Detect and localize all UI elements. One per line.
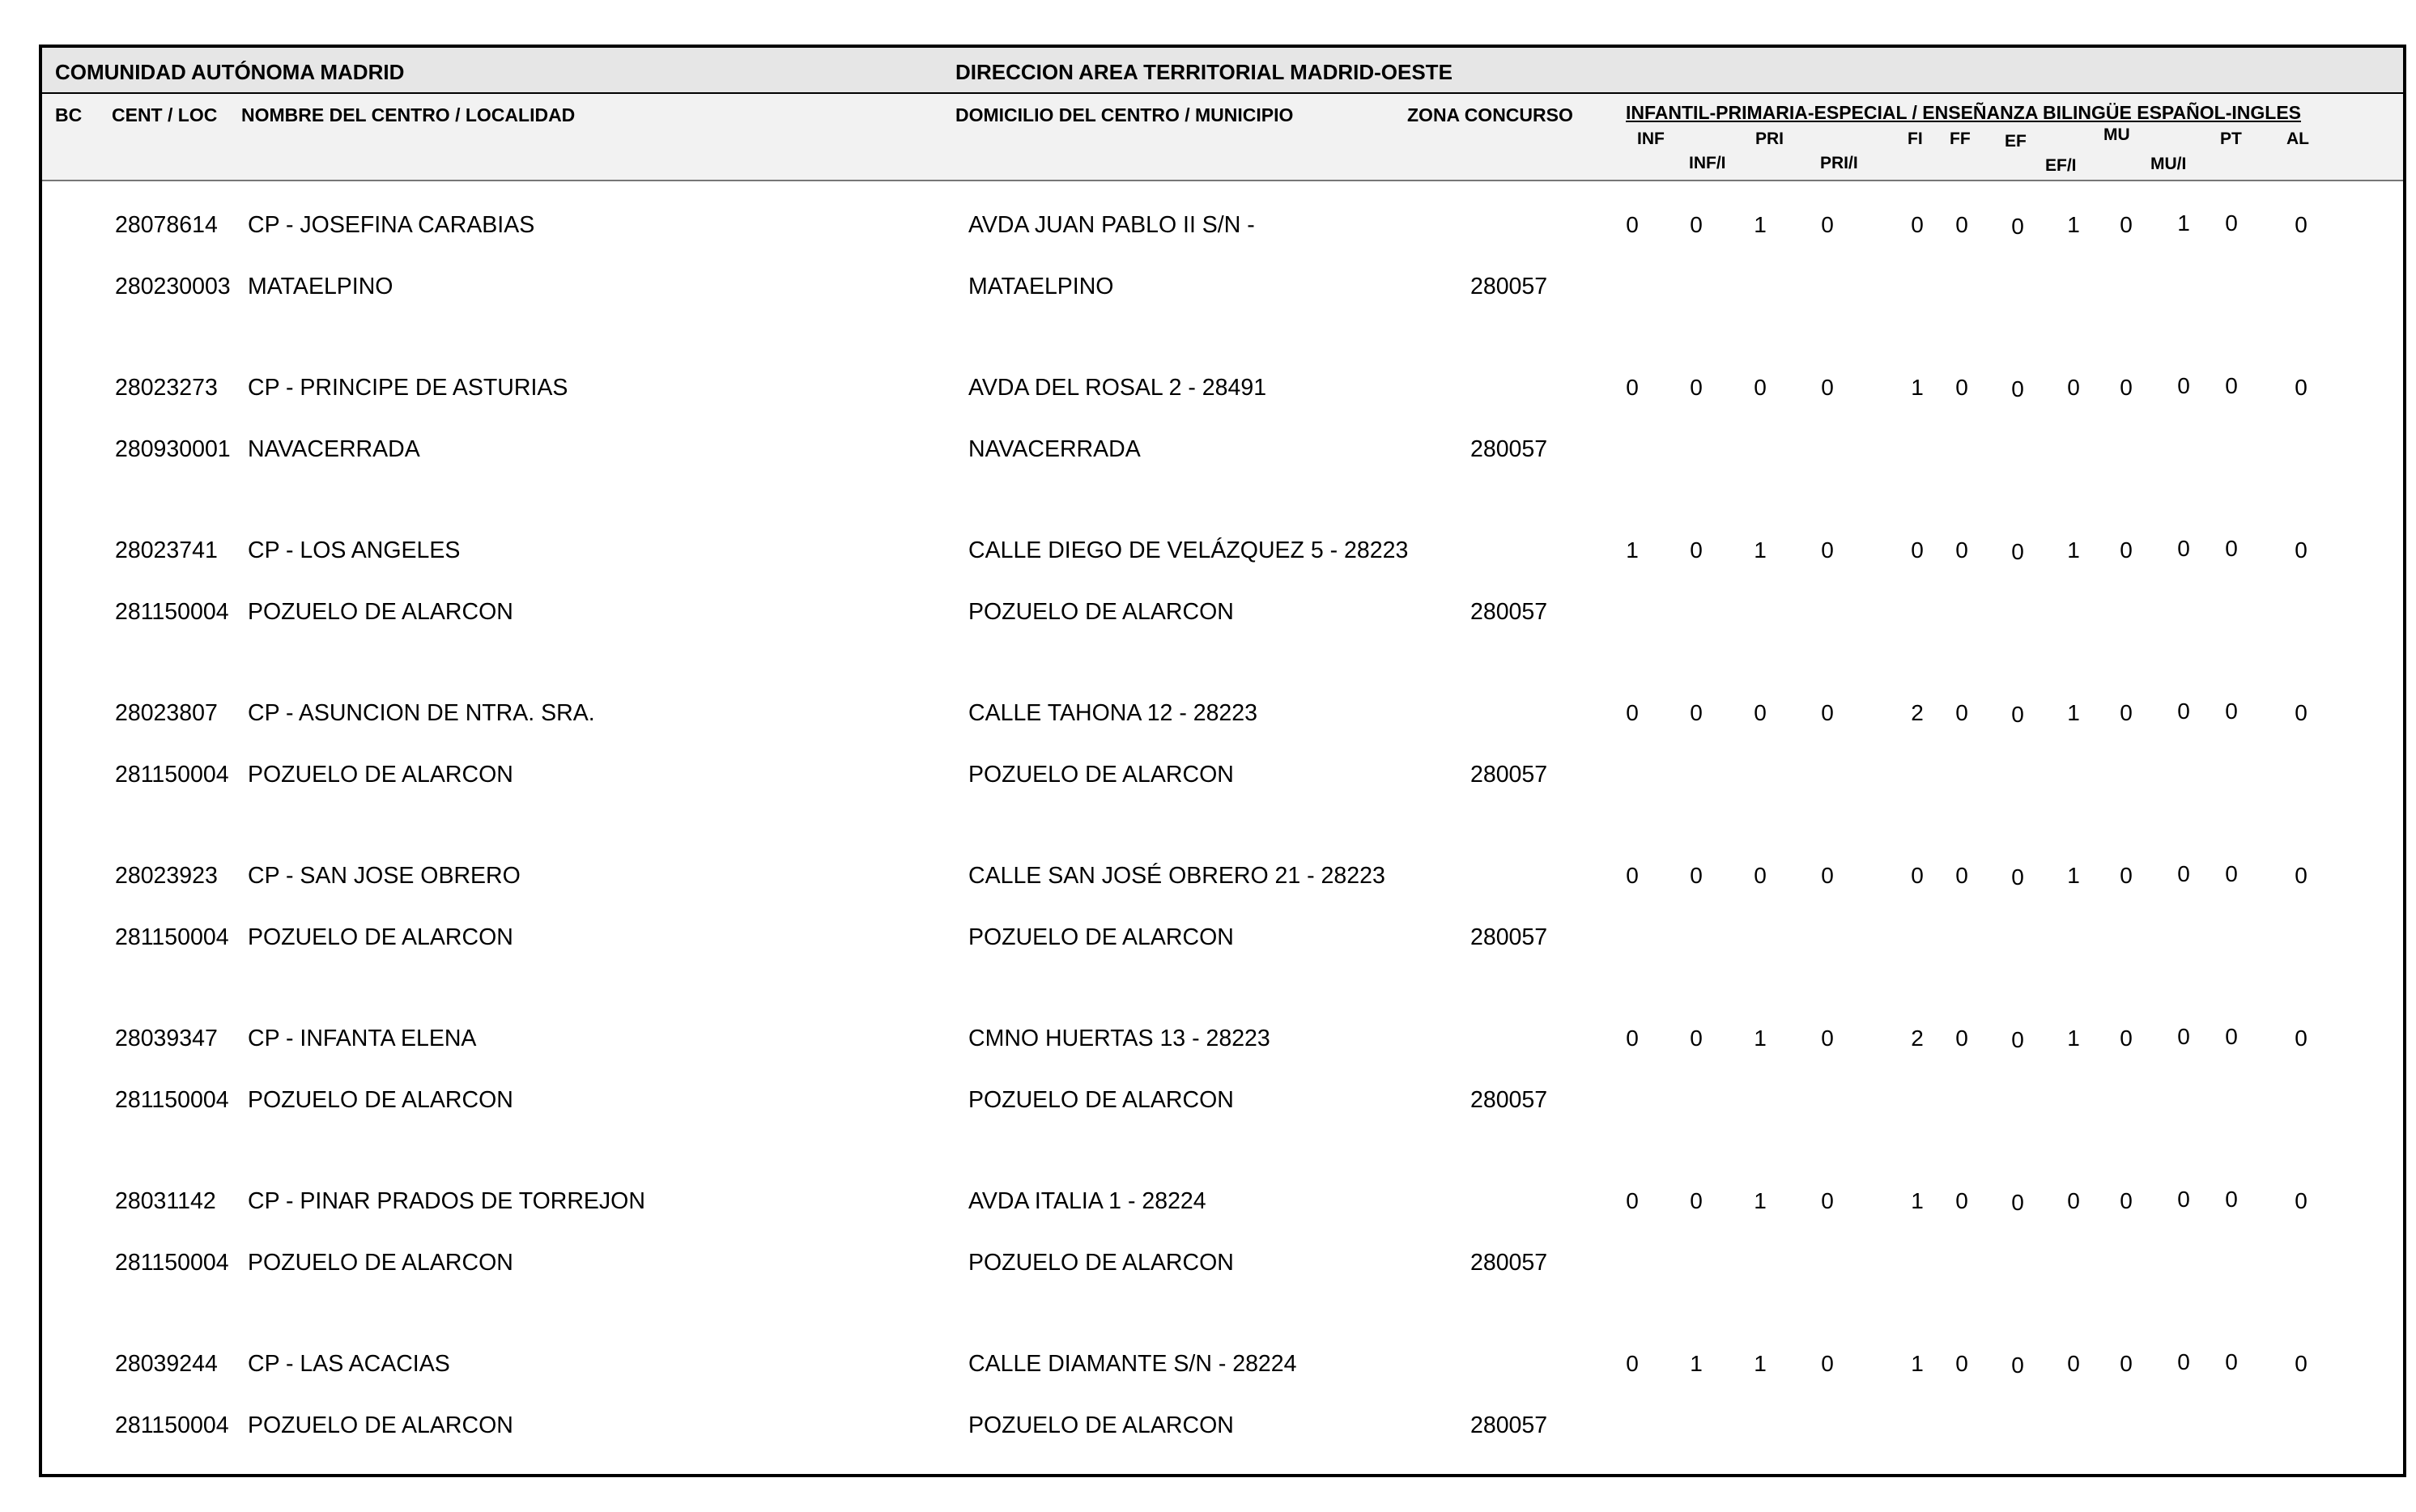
sub-inf-i: INF/I bbox=[1689, 154, 1726, 172]
locality-code: 281150004 bbox=[115, 924, 229, 950]
vacancy-value-pt: 0 bbox=[2225, 1349, 2238, 1374]
vacancy-value-pri-i: 0 bbox=[1821, 863, 1834, 888]
vacancy-value-ef-i: 1 bbox=[2067, 700, 2080, 725]
vacancy-value-mu-i: 0 bbox=[2177, 536, 2190, 561]
community-title: COMUNIDAD AUTÓNOMA MADRID bbox=[55, 60, 405, 84]
center-code: 28023273 bbox=[115, 375, 218, 401]
vacancy-value-fi: 0 bbox=[1911, 212, 1924, 237]
vacancy-value-mu: 0 bbox=[2120, 537, 2133, 563]
vacancy-value-mu-i: 0 bbox=[2177, 1349, 2190, 1374]
vacancy-value-mu-i: 0 bbox=[2177, 1187, 2190, 1212]
vacancy-value-mu: 0 bbox=[2120, 1351, 2133, 1376]
vacancy-value-pri-i: 0 bbox=[1821, 375, 1834, 400]
vacancy-value-mu-i: 0 bbox=[2177, 861, 2190, 886]
zona-concurso: 280057 bbox=[1470, 1087, 1548, 1113]
vacancy-value-ef: 0 bbox=[2011, 1190, 2024, 1215]
col-domicilio: DOMICILIO DEL CENTRO / MUNICIPIO bbox=[955, 104, 1294, 125]
locality-name: POZUELO DE ALARCON bbox=[248, 762, 513, 788]
vacancy-value-pri: 1 bbox=[1754, 1026, 1767, 1051]
vacancy-value-pri-i: 0 bbox=[1821, 212, 1834, 237]
vacancy-value-pri: 0 bbox=[1754, 375, 1767, 400]
center-code: 28023741 bbox=[115, 537, 218, 563]
vacancy-value-pt: 0 bbox=[2225, 861, 2238, 886]
center-address: CALLE DIAMANTE S/N - 28224 bbox=[968, 1351, 1297, 1377]
center-name: CP - PINAR PRADOS DE TORREJON bbox=[248, 1188, 645, 1214]
col-group: INFANTIL-PRIMARIA-ESPECIAL / ENSEÑANZA BILINGÜE ESPAÑOL-INGLES bbox=[1626, 102, 2301, 123]
vacancy-value-inf: 1 bbox=[1626, 537, 1639, 563]
sub-al: AL bbox=[2286, 130, 2309, 148]
zona-concurso: 280057 bbox=[1470, 924, 1548, 950]
vacancy-value-ef-i: 1 bbox=[2067, 537, 2080, 563]
vacancy-value-pri: 1 bbox=[1754, 1188, 1767, 1213]
center-address: CMNO HUERTAS 13 - 28223 bbox=[968, 1026, 1270, 1051]
vacancy-value-ef-i: 1 bbox=[2067, 1026, 2080, 1051]
center-address: AVDA JUAN PABLO II S/N - bbox=[968, 212, 1255, 238]
vacancy-value-ef-i: 0 bbox=[2067, 375, 2080, 400]
center-code: 28023923 bbox=[115, 863, 218, 889]
center-code: 28078614 bbox=[115, 212, 218, 238]
center-address: CALLE SAN JOSÉ OBRERO 21 - 28223 bbox=[968, 863, 1385, 889]
locality-name: POZUELO DE ALARCON bbox=[248, 1250, 513, 1276]
vacancy-value-inf: 0 bbox=[1626, 1188, 1639, 1213]
vacancy-value-mu: 0 bbox=[2120, 1188, 2133, 1213]
municipality: POZUELO DE ALARCON bbox=[968, 762, 1234, 788]
municipality: POZUELO DE ALARCON bbox=[968, 924, 1234, 950]
vacancy-value-fi: 1 bbox=[1911, 1188, 1924, 1213]
vacancy-value-al: 0 bbox=[2295, 863, 2308, 888]
vacancy-value-inf-i: 0 bbox=[1690, 863, 1703, 888]
vacancy-value-inf: 0 bbox=[1626, 863, 1639, 888]
center-name: CP - LAS ACACIAS bbox=[248, 1351, 450, 1377]
vacancy-value-ef-i: 1 bbox=[2067, 863, 2080, 888]
vacancy-value-fi: 1 bbox=[1911, 375, 1924, 400]
vacancy-value-mu: 0 bbox=[2120, 700, 2133, 725]
vacancy-value-mu-i: 0 bbox=[2177, 1024, 2190, 1049]
sub-ff: FF bbox=[1950, 130, 1971, 148]
vacancy-value-fi: 1 bbox=[1911, 1351, 1924, 1376]
center-code: 28031142 bbox=[115, 1188, 216, 1214]
vacancy-value-pri: 0 bbox=[1754, 863, 1767, 888]
center-name: CP - SAN JOSE OBRERO bbox=[248, 863, 521, 889]
vacancy-value-ef: 0 bbox=[2011, 702, 2024, 727]
zona-concurso: 280057 bbox=[1470, 1250, 1548, 1276]
vacancy-value-inf-i: 0 bbox=[1690, 1188, 1703, 1213]
col-bc: BC bbox=[55, 104, 83, 125]
vacancy-value-ef-i: 1 bbox=[2067, 212, 2080, 237]
vacancy-value-al: 0 bbox=[2295, 375, 2308, 400]
vacancy-value-fi: 0 bbox=[1911, 537, 1924, 563]
sub-mu-i: MU/I bbox=[2150, 155, 2187, 173]
vacancy-value-inf-i: 0 bbox=[1690, 537, 1703, 563]
vacancy-value-al: 0 bbox=[2295, 1351, 2308, 1376]
center-address: CALLE TAHONA 12 - 28223 bbox=[968, 700, 1257, 726]
vacancy-value-al: 0 bbox=[2295, 537, 2308, 563]
vacancy-value-pri-i: 0 bbox=[1821, 1026, 1834, 1051]
sub-mu: MU bbox=[2103, 125, 2130, 144]
locality-code: 281150004 bbox=[115, 762, 229, 788]
vacancy-value-pt: 0 bbox=[2225, 210, 2238, 236]
center-code: 28039347 bbox=[115, 1026, 218, 1051]
sub-fi: FI bbox=[1908, 130, 1923, 148]
sub-inf: INF bbox=[1637, 130, 1665, 148]
locality-code: 281150004 bbox=[115, 1250, 229, 1276]
vacancy-value-pri: 0 bbox=[1754, 700, 1767, 725]
col-nombre: NOMBRE DEL CENTRO / LOCALIDAD bbox=[241, 104, 576, 125]
vacancy-value-mu: 0 bbox=[2120, 212, 2133, 237]
vacancy-value-ef-i: 0 bbox=[2067, 1188, 2080, 1213]
center-name: CP - INFANTA ELENA bbox=[248, 1026, 477, 1051]
sub-pri-i: PRI/I bbox=[1820, 154, 1858, 172]
vacancy-value-pt: 0 bbox=[2225, 536, 2238, 561]
vacancy-value-inf-i: 0 bbox=[1690, 375, 1703, 400]
vacancy-value-inf: 0 bbox=[1626, 700, 1639, 725]
vacancy-value-inf: 0 bbox=[1626, 1351, 1639, 1376]
vacancy-value-ff: 0 bbox=[1955, 1026, 1968, 1051]
column-header bbox=[42, 94, 2403, 181]
center-address: CALLE DIEGO DE VELÁZQUEZ 5 - 28223 bbox=[968, 537, 1409, 563]
vacancy-value-mu: 0 bbox=[2120, 375, 2133, 400]
zona-concurso: 280057 bbox=[1470, 762, 1548, 788]
vacancy-value-ff: 0 bbox=[1955, 700, 1968, 725]
direction-title: DIRECCION AREA TERRITORIAL MADRID-OESTE bbox=[955, 60, 1453, 84]
vacancy-value-pt: 0 bbox=[2225, 699, 2238, 724]
locality-name: POZUELO DE ALARCON bbox=[248, 1087, 513, 1113]
document-frame bbox=[39, 45, 2406, 1477]
col-zona: ZONA CONCURSO bbox=[1407, 104, 1573, 125]
vacancy-value-ff: 0 bbox=[1955, 375, 1968, 400]
vacancy-value-pri-i: 0 bbox=[1821, 700, 1834, 725]
vacancy-value-mu-i: 1 bbox=[2177, 210, 2190, 236]
locality-name: POZUELO DE ALARCON bbox=[248, 1412, 513, 1438]
vacancy-value-ef: 0 bbox=[2011, 1027, 2024, 1052]
sub-ef-i: EF/I bbox=[2045, 156, 2077, 175]
vacancy-value-pri: 1 bbox=[1754, 1351, 1767, 1376]
sub-ef: EF bbox=[2005, 132, 2027, 151]
center-name: CP - JOSEFINA CARABIAS bbox=[248, 212, 535, 238]
vacancy-value-ef: 0 bbox=[2011, 864, 2024, 890]
zona-concurso: 280057 bbox=[1470, 274, 1548, 299]
vacancy-value-pt: 0 bbox=[2225, 373, 2238, 398]
locality-name: MATAELPINO bbox=[248, 274, 393, 299]
center-name: CP - PRINCIPE DE ASTURIAS bbox=[248, 375, 568, 401]
zona-concurso: 280057 bbox=[1470, 599, 1548, 625]
vacancy-value-inf-i: 0 bbox=[1690, 700, 1703, 725]
vacancy-value-pri-i: 0 bbox=[1821, 1188, 1834, 1213]
municipality: POZUELO DE ALARCON bbox=[968, 1087, 1234, 1113]
municipality: NAVACERRADA bbox=[968, 436, 1141, 462]
vacancy-value-pri-i: 0 bbox=[1821, 537, 1834, 563]
vacancy-value-inf-i: 1 bbox=[1690, 1351, 1703, 1376]
vacancy-value-fi: 2 bbox=[1911, 700, 1924, 725]
vacancy-value-inf-i: 0 bbox=[1690, 212, 1703, 237]
vacancy-value-inf: 0 bbox=[1626, 1026, 1639, 1051]
municipality: MATAELPINO bbox=[968, 274, 1114, 299]
center-code: 28023807 bbox=[115, 700, 218, 726]
locality-name: POZUELO DE ALARCON bbox=[248, 924, 513, 950]
col-cent-loc: CENT / LOC bbox=[112, 104, 218, 125]
locality-code: 281150004 bbox=[115, 1412, 229, 1438]
zona-concurso: 280057 bbox=[1470, 1412, 1548, 1438]
title-bar bbox=[42, 48, 2403, 94]
locality-code: 280230003 bbox=[115, 274, 231, 299]
municipality: POZUELO DE ALARCON bbox=[968, 1250, 1234, 1276]
locality-name: NAVACERRADA bbox=[248, 436, 420, 462]
vacancy-value-mu-i: 0 bbox=[2177, 699, 2190, 724]
vacancy-value-pri-i: 0 bbox=[1821, 1351, 1834, 1376]
vacancy-value-ef: 0 bbox=[2011, 539, 2024, 564]
vacancy-value-pri: 1 bbox=[1754, 212, 1767, 237]
vacancy-value-ff: 0 bbox=[1955, 1351, 1968, 1376]
vacancy-value-inf-i: 0 bbox=[1690, 1026, 1703, 1051]
center-name: CP - ASUNCION DE NTRA. SRA. bbox=[248, 700, 595, 726]
vacancy-value-pt: 0 bbox=[2225, 1024, 2238, 1049]
vacancy-value-fi: 2 bbox=[1911, 1026, 1924, 1051]
vacancy-value-ff: 0 bbox=[1955, 212, 1968, 237]
vacancy-value-al: 0 bbox=[2295, 212, 2308, 237]
vacancy-value-al: 0 bbox=[2295, 1188, 2308, 1213]
vacancy-value-ef: 0 bbox=[2011, 214, 2024, 239]
vacancy-value-pt: 0 bbox=[2225, 1187, 2238, 1212]
vacancy-value-mu-i: 0 bbox=[2177, 373, 2190, 398]
group-header-clip bbox=[1626, 100, 2354, 125]
center-name: CP - LOS ANGELES bbox=[248, 537, 461, 563]
vacancy-value-ff: 0 bbox=[1955, 537, 1968, 563]
municipality: POZUELO DE ALARCON bbox=[968, 1412, 1234, 1438]
center-code: 28039244 bbox=[115, 1351, 218, 1377]
zona-concurso: 280057 bbox=[1470, 436, 1548, 462]
center-address: AVDA DEL ROSAL 2 - 28491 bbox=[968, 375, 1267, 401]
vacancy-value-ef: 0 bbox=[2011, 1353, 2024, 1378]
vacancy-value-mu: 0 bbox=[2120, 1026, 2133, 1051]
vacancy-value-fi: 0 bbox=[1911, 863, 1924, 888]
locality-code: 280930001 bbox=[115, 436, 231, 462]
locality-code: 281150004 bbox=[115, 599, 229, 625]
vacancy-value-inf: 0 bbox=[1626, 212, 1639, 237]
vacancy-value-mu: 0 bbox=[2120, 863, 2133, 888]
vacancy-value-inf: 0 bbox=[1626, 375, 1639, 400]
sub-pt: PT bbox=[2220, 130, 2242, 148]
locality-name: POZUELO DE ALARCON bbox=[248, 599, 513, 625]
vacancy-value-ef: 0 bbox=[2011, 376, 2024, 401]
vacancy-value-al: 0 bbox=[2295, 1026, 2308, 1051]
vacancy-value-pri: 1 bbox=[1754, 537, 1767, 563]
vacancy-value-al: 0 bbox=[2295, 700, 2308, 725]
sub-pri: PRI bbox=[1755, 130, 1784, 148]
municipality: POZUELO DE ALARCON bbox=[968, 599, 1234, 625]
center-address: AVDA ITALIA 1 - 28224 bbox=[968, 1188, 1206, 1214]
vacancy-value-ef-i: 0 bbox=[2067, 1351, 2080, 1376]
vacancy-value-ff: 0 bbox=[1955, 863, 1968, 888]
locality-code: 281150004 bbox=[115, 1087, 229, 1113]
vacancy-value-ff: 0 bbox=[1955, 1188, 1968, 1213]
